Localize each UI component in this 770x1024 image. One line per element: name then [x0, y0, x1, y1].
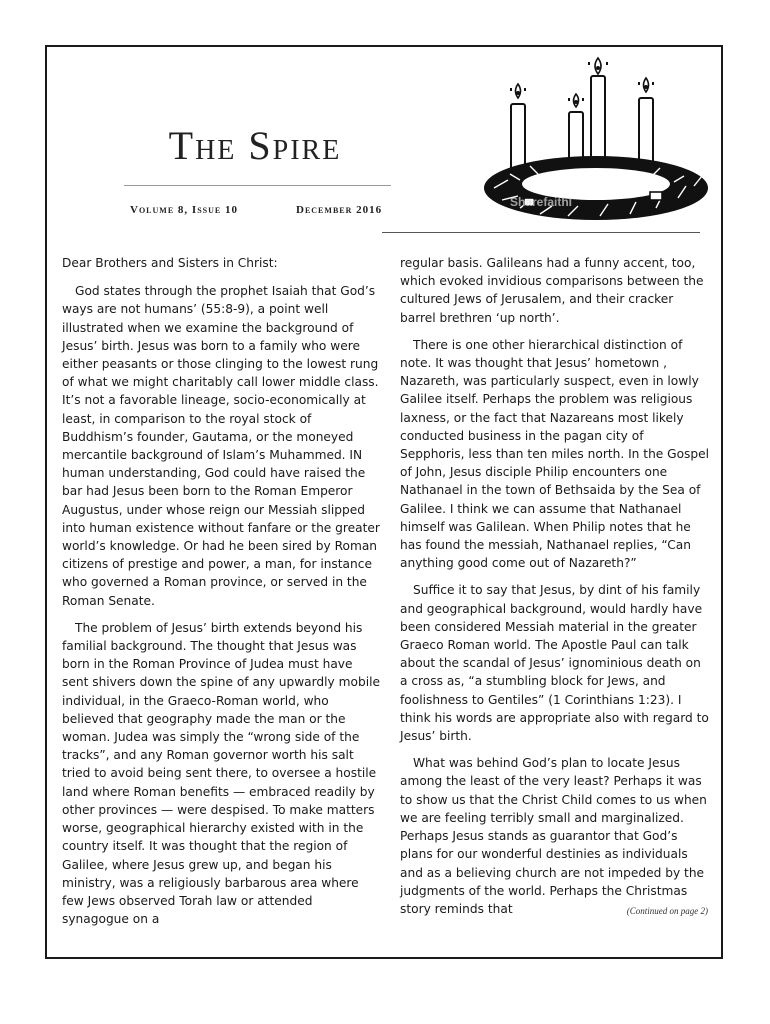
- paragraph: regular basis. Galileans had a funny accent, too, which evoked invidious comparisons between the cultured Jews of Jerusalem, and their cracker barrel brethren ‘up north’.: [400, 256, 704, 325]
- salutation: Dear Brothers and Sisters in Christ:: [62, 256, 278, 270]
- volume-issue: Volume 8, Issue 10: [130, 204, 238, 216]
- wreath-watermark: SharefaithI: [510, 195, 573, 209]
- issue-date: December 2016: [296, 204, 383, 216]
- article-column-right: [400, 254, 710, 927]
- paragraph: The problem of Jesus’ birth extends beyond his familial background. The thought that Jesus was born in the Roman Province of Judea must have sent shivers down the spine of any upwardly mobile individual, in the Graeco-Roman world, who believed that geography made the man or the woman. Judea was simply the “wrong side of the tracks”, and any Roman governor worth his salt tried to avoid being sent there, to oversee a hostile land where Roman benefits — embraced readily by other provinces — were despised. To make matters worse, geographical hierarchy existed with in the country itself. It was thought that the region of Galilee, where Jesus grew up, and began his ministry, was a religiously barbarous area where few Jews observed Torah law or attended synagogue on a: [62, 620, 380, 927]
- article-column-left: [62, 254, 380, 937]
- paragraph: God states through the prophet Isaiah that God’s ways are not humans’ (55:8-9), a point well illustrated when we examine the background of Jesus’ birth. Jesus was born to a family who were either peasants or those clinging to the lowest rung of what we might charitably call lower middle class. It’s not a favorable lineage, socio-economically at least, in comparison to the royal stock of Buddhism’s founder, Gautama, or the moneyed mercantile background of Islam’s Muhammed. IN human understanding, God could have raised the bar had Jesus been born to the Roman Emperor Augustus, under whose reign our Messiah slipped into human existence without fanfare or the greater world’s knowledge. Or had he been sired by Roman citizens of prestige and power, a man, for instance who governed a Roman province, or served in the Roman Senate.: [62, 284, 380, 608]
- paragraph: There is one other hierarchical distinction of note. It was thought that Jesus’ hometown , Nazareth, was particularly suspect, even in lowly Galilee itself. Perhaps the problem was religious laxness, or the fact that Nazareans most likely conducted business in the pagan city of Sepphoris, less than ten miles north. In the Gospel of John, Jesus disciple Philip encounters one Nathanael in the town of Bethsaida by the Sea of Galilee. I think we can assume that Nathanael himself was Galilean. When Philip notes that he has found the messiah, Nathanael replies, “Can anything good come out of Nazareth?”: [400, 337, 710, 571]
- paragraph: What was behind God’s plan to locate Jesus among the least of the very least? Perhaps it was to show us that the Christ Child comes to us when we are feeling terribly small and marginalized. Perhaps Jesus stands as guarantor that God’s plans for our wonderful destinies as individuals and as a believing church are not impeded by the judgments of the world. Perhaps the Christmas story reminds that: [400, 756, 707, 916]
- paragraph: Suffice it to say that Jesus, by dint of his family and geographical background, would hardly have been considered Messiah material in the greater Graeco Roman world. The Apostle Paul can talk about the scandal of Jesus’ ignominious death on a cross as, “a stumbling block for Jews, and foolishness to Gentiles” (1 Corinthians 1:23). I think his words are appropriate also with regard to Jesus’ birth.: [400, 583, 709, 744]
- header-divider: [382, 232, 700, 233]
- title-divider: [124, 185, 391, 186]
- advent-wreath-icon: [480, 48, 712, 228]
- continued-note[interactable]: (Continued on page 2): [626, 906, 708, 916]
- newsletter-title: The Spire: [168, 123, 342, 168]
